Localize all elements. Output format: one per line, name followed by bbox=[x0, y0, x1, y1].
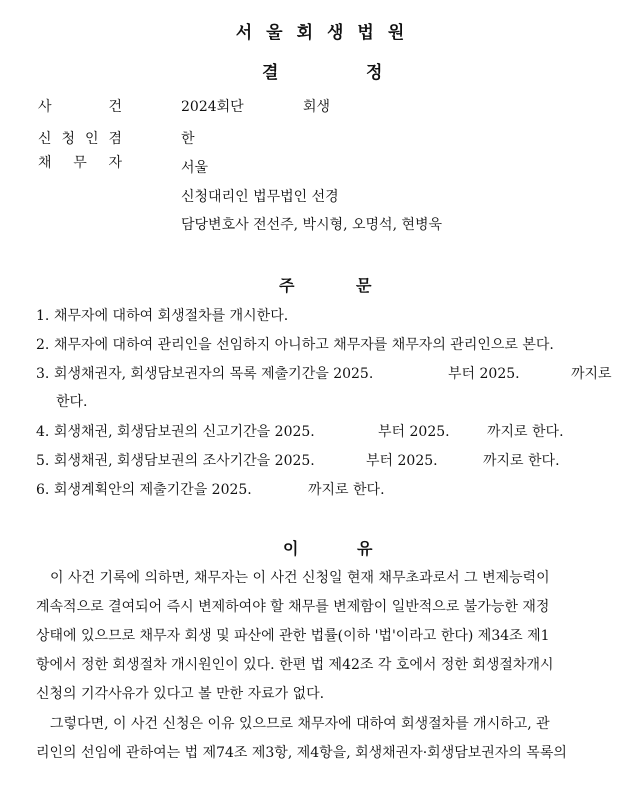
applicant-address: 서울 bbox=[181, 160, 209, 176]
reasons-heading-char-2: 유 bbox=[357, 539, 373, 558]
applicant-label-line2: 채 무 자 bbox=[38, 155, 122, 171]
applicant-label-line1: 신 청 인 겸 bbox=[38, 131, 122, 147]
order-item-6: 6. 회생계획안의 제출기간을 2025. bbox=[36, 482, 252, 498]
reasons-line-2: 계속적으로 결여되어 즉시 변제하여야 할 채무를 변제함이 일반적으로 불가능한 재정 bbox=[36, 599, 550, 615]
order-heading-char-2: 문 bbox=[356, 276, 372, 295]
applicant-agent: 신청대리인 법무법인 선경 bbox=[181, 189, 339, 205]
order-item-5: 5. 회생채권, 회생담보권의 조사기간을 2025. bbox=[36, 453, 315, 469]
reasons-line-3: 상태에 있으므로 채무자 회생 및 파산에 관한 법률(이하 '법'이라고 한다) 제34조 제1 bbox=[36, 628, 550, 644]
reasons-line-6: 그렇다면, 이 사건 신청은 이유 있으므로 채무자에 대하여 회생절차를 개시하고, 관 bbox=[50, 716, 550, 732]
order-item-4: 4. 회생채권, 회생담보권의 신고기간을 2025. bbox=[36, 424, 315, 440]
document-type-char-2: 정 bbox=[366, 63, 383, 83]
reasons-heading-char-1: 이 bbox=[283, 539, 299, 558]
order-item-5-from: 부터 2025. bbox=[366, 453, 438, 469]
case-type: 회생 bbox=[303, 99, 331, 115]
applicant-name: 한 bbox=[181, 131, 195, 147]
order-item-2: 2. 채무자에 대하여 관리인을 선임하지 아니하고 채무자를 채무자의 관리인으로 본다. bbox=[36, 337, 554, 353]
order-item-3: 3. 회생채권자, 회생담보권자의 목록 제출기간을 2025. bbox=[36, 366, 374, 382]
order-item-4-until: 까지로 한다. bbox=[487, 424, 564, 440]
reasons-line-1: 이 사건 기록에 의하면, 채무자는 이 사건 신청일 현재 채무초과로서 그 변제능력이 bbox=[50, 570, 550, 586]
order-item-1: 1. 채무자에 대하여 회생절차를 개시한다. bbox=[36, 308, 289, 324]
applicant-lawyers: 담당변호사 전선주, 박시형, 오명석, 현병욱 bbox=[181, 217, 443, 233]
order-item-3-continuation: 한다. bbox=[56, 394, 88, 410]
order-item-5-until: 까지로 한다. bbox=[483, 453, 560, 469]
case-number: 2024회단 bbox=[181, 99, 244, 115]
order-heading-char-1: 주 bbox=[279, 276, 295, 295]
court-name: 서울회생법원 bbox=[235, 23, 419, 43]
order-item-6-until: 까지로 한다. bbox=[308, 482, 385, 498]
reasons-line-7: 리인의 선임에 관하여는 법 제74조 제3항, 제4항을, 회생채권자·회생담보권자의 목록의 bbox=[36, 745, 567, 761]
case-label: 사 건 bbox=[38, 99, 122, 115]
reasons-line-5: 신청의 기각사유가 있다고 볼 만한 자료가 없다. bbox=[36, 686, 325, 702]
order-item-3-until: 까지로 bbox=[571, 366, 612, 382]
order-item-3-from: 부터 2025. bbox=[448, 366, 520, 382]
document-type-char-1: 결 bbox=[262, 63, 279, 83]
reasons-line-4: 항에서 정한 회생절차 개시원인이 있다. 한편 법 제42조 각 호에서 정한 회생절차개시 bbox=[36, 657, 554, 673]
order-item-4-from: 부터 2025. bbox=[378, 424, 450, 440]
